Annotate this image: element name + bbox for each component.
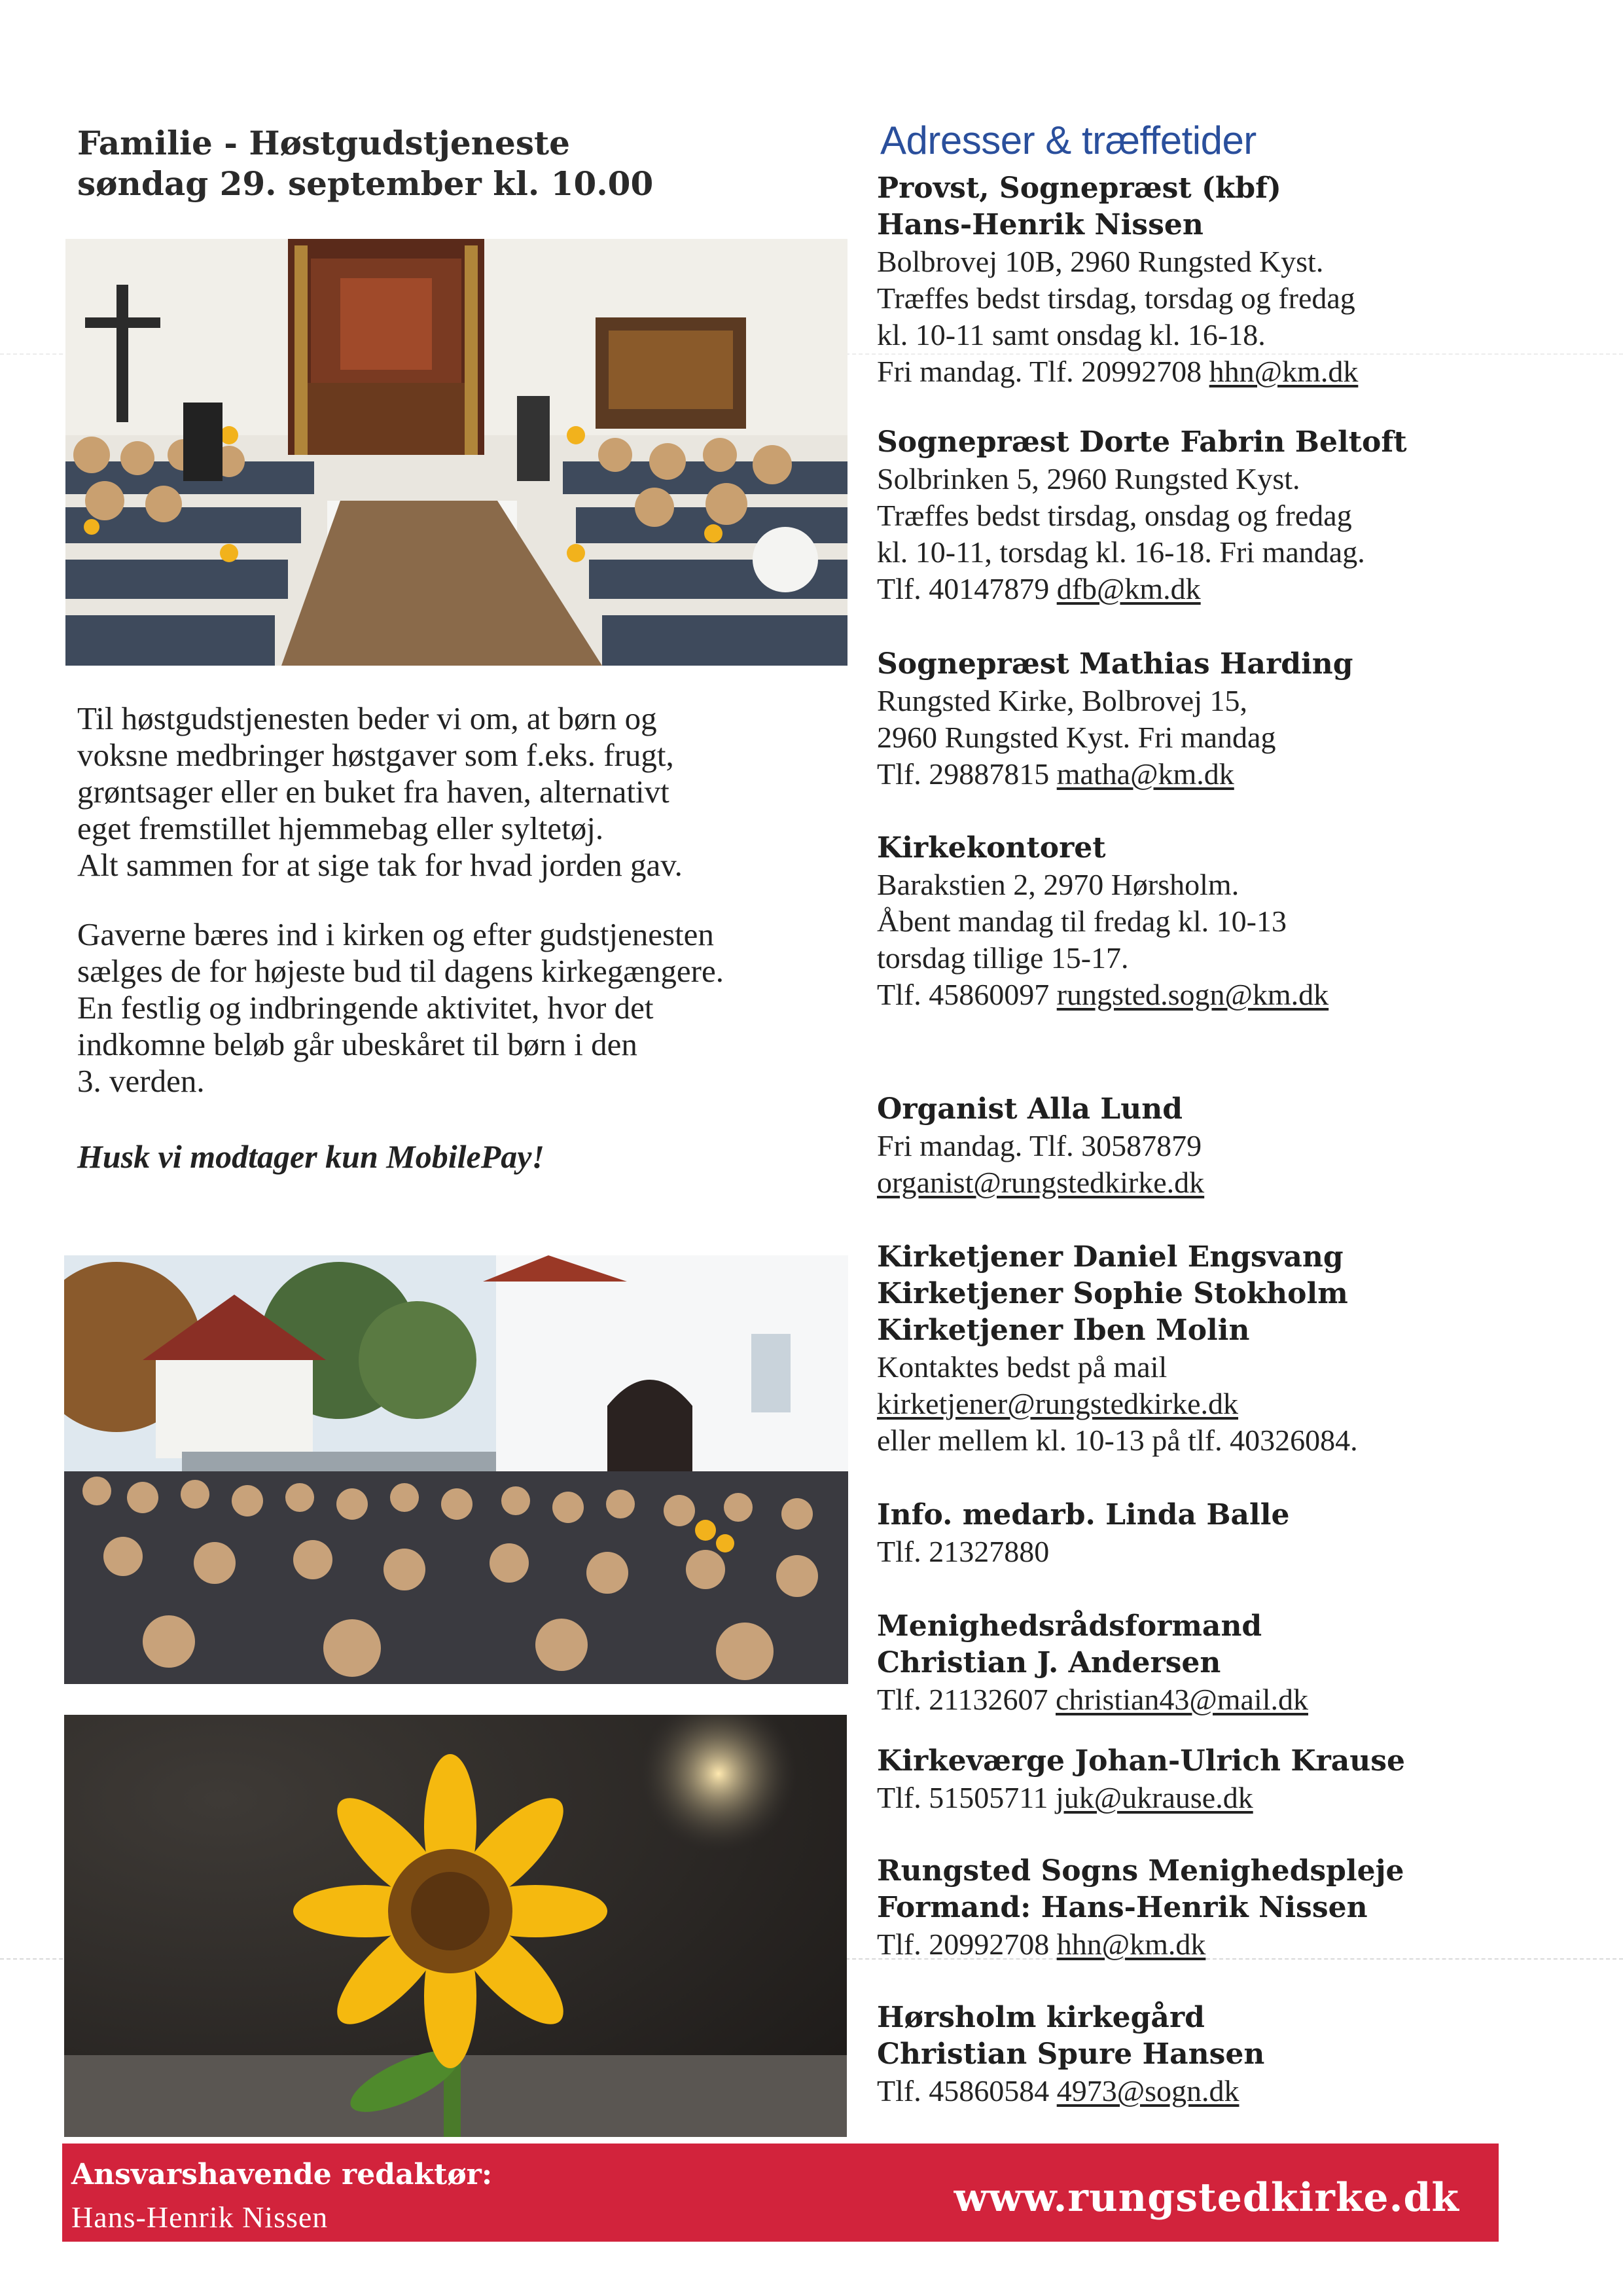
contact-hours: torsdag tillige 15-17. <box>877 941 1129 975</box>
contact-church-office <box>877 830 1597 1013</box>
contact-title: Menighedsrådsformand <box>877 1609 1262 1643</box>
contact-address: Solbrinken 5, 2960 Rungsted Kyst. <box>877 462 1300 495</box>
contact-name: Kirkekontoret <box>877 831 1106 865</box>
email-link[interactable]: rungsted.sogn@km.dk <box>1056 978 1329 1011</box>
contact-cemetery <box>877 2000 1597 2109</box>
contact-hours: Træffes bedst tirsdag, torsdag og fredag <box>877 281 1355 315</box>
crowd-outside-church-photo <box>64 1255 848 1684</box>
contact-name: Christian J. Andersen <box>877 1646 1221 1679</box>
contact-phone: Tlf. 40147879 <box>877 572 1050 605</box>
text-line: Alt sammen for at sige tak for hvad jorden gav. <box>77 847 683 883</box>
contact-title: Provst, Sognepræst (kbf) <box>877 171 1281 205</box>
contact-phone-line <box>877 571 1597 607</box>
contact-name: Info. medarb. Linda Balle <box>877 1498 1290 1532</box>
sunflower-photo <box>64 1715 847 2137</box>
intro-paragraph-2 <box>77 916 869 1100</box>
contact-hours: Træffes bedst tirsdag, onsdag og fredag <box>877 499 1352 532</box>
contact-phone-line <box>877 1780 1597 1816</box>
contact-hours: kl. 10-11 samt onsdag kl. 16-18. <box>877 318 1266 351</box>
text-line: sælges de for højeste bud til dagens kirkegængere. <box>77 953 724 989</box>
contact-name: Kirkeværge Johan-Ulrich Krause <box>877 1744 1406 1778</box>
contact-hours: kl. 10-11, torsdag kl. 16-18. Fri mandag. <box>877 535 1365 569</box>
contact-title: Rungsted Sogns Menighedspleje <box>877 1854 1404 1888</box>
text-line: En festlig og indbringende aktivitet, hvor det <box>77 990 654 1026</box>
contact-name: Sognepræst Mathias Harding <box>877 647 1353 681</box>
contact-address: Barakstien 2, 2970 Hørsholm. <box>877 868 1240 901</box>
contact-dorte <box>877 424 1597 607</box>
contact-address: Rungsted Kirke, Bolbrovej 15, <box>877 684 1247 717</box>
contact-phone: Tlf. 51505711 <box>877 1781 1048 1814</box>
event-title <box>77 123 797 204</box>
email-link[interactable]: 4973@sogn.dk <box>1056 2074 1240 2108</box>
contact-phone-line <box>877 2073 1597 2109</box>
text-line: grøntsager eller en buket fra haven, alternativt <box>77 774 669 810</box>
email-link[interactable]: hhn@km.dk <box>1056 1928 1206 1961</box>
text-line: Til høstgudstjenesten beder vi om, at børn og <box>77 700 657 736</box>
contact-name: Christian Spure Hansen <box>877 2037 1265 2071</box>
website-link[interactable]: www.rungstedkirke.dk <box>954 2175 1459 2221</box>
contact-name: Kirketjener Daniel Engsvang <box>877 1240 1344 1274</box>
contact-address: 2960 Rungsted Kyst. Fri mandag <box>877 721 1276 754</box>
text-line: Gaverne bæres ind i kirken og efter gudstjenesten <box>77 916 714 952</box>
event-title-line1: Familie - Høstgudstjeneste <box>77 124 570 162</box>
contact-hours: Åbent mandag til fredag kl. 10-13 <box>877 905 1287 938</box>
intro-paragraph-1 <box>77 700 869 884</box>
editor-name: Hans-Henrik Nissen <box>71 2200 329 2234</box>
text-line: voksne medbringer høstgaver som f.eks. frugt, <box>77 737 674 773</box>
email-link[interactable]: matha@km.dk <box>1056 757 1234 791</box>
editor-label: Ansvarshavende redaktør: <box>71 2158 493 2191</box>
contact-organist <box>877 1091 1597 1201</box>
contact-vergers <box>877 1239 1597 1459</box>
text-line: 3. verden. <box>77 1063 205 1099</box>
contact-name: Sognepræst Dorte Fabrin Beltoft <box>877 425 1407 459</box>
contact-address: Bolbrovej 10B, 2960 Rungsted Kyst. <box>877 245 1324 278</box>
email-link[interactable]: kirketjener@rungstedkirke.dk <box>877 1387 1239 1420</box>
contact-phone: Tlf. 45860584 <box>877 2074 1050 2108</box>
contact-phone-line <box>877 756 1597 793</box>
contact-name: Hans-Henrik Nissen <box>877 208 1204 242</box>
contact-phone-line <box>877 1926 1597 1963</box>
contact-name: Kirketjener Sophie Stokholm <box>877 1277 1348 1310</box>
contact-title: Hørsholm kirkegård <box>877 2001 1205 2034</box>
contact-note: Kontaktes bedst på mail <box>877 1350 1168 1384</box>
contact-church-warden <box>877 1743 1597 1816</box>
contact-phone-line <box>877 353 1597 390</box>
contact-phone-line <box>877 977 1597 1013</box>
contact-phone: eller mellem kl. 10-13 på tlf. 40326084. <box>877 1424 1358 1457</box>
contact-name: Kirketjener Iben Molin <box>877 1314 1250 1347</box>
contact-phone-line <box>877 1681 1597 1718</box>
contact-phone: Tlf. 21132607 <box>877 1683 1048 1716</box>
contact-phone: Tlf. 45860097 <box>877 978 1050 1011</box>
contact-name: Organist Alla Lund <box>877 1092 1183 1126</box>
footer-band <box>62 2144 1499 2242</box>
email-link[interactable]: christian43@mail.dk <box>1056 1683 1309 1716</box>
contact-phone: Tlf. 21327880 <box>877 1535 1050 1568</box>
contact-parish-care <box>877 1853 1597 1963</box>
contact-provst <box>877 170 1597 390</box>
church-interior-photo <box>65 239 847 666</box>
event-title-line2: søndag 29. september kl. 10.00 <box>77 164 654 203</box>
text-line: indkomne beløb går ubeskåret til børn i den <box>77 1026 637 1062</box>
contact-phone: Tlf. 20992708 <box>877 1928 1050 1961</box>
contact-name: Formand: Hans-Henrik Nissen <box>877 1891 1368 1924</box>
email-link[interactable]: organist@rungstedkirke.dk <box>877 1166 1205 1199</box>
contact-council-chair <box>877 1608 1597 1718</box>
contact-mathias <box>877 646 1597 793</box>
contacts-heading: Adresser & træffetider <box>880 118 1257 162</box>
contact-info <box>877 1497 1597 1570</box>
text-line: eget fremstillet hjemmebag eller syltetøj. <box>77 810 604 846</box>
contact-phone: Fri mandag. Tlf. 20992708 <box>877 355 1202 388</box>
email-link[interactable]: dfb@km.dk <box>1056 572 1201 605</box>
mobilepay-note: Husk vi modtager kun MobilePay! <box>77 1138 544 1175</box>
email-link[interactable]: hhn@km.dk <box>1209 355 1359 388</box>
contact-phone: Tlf. 29887815 <box>877 757 1050 791</box>
email-link[interactable]: juk@ukrause.dk <box>1056 1781 1253 1814</box>
contact-phone: Fri mandag. Tlf. 30587879 <box>877 1129 1202 1162</box>
